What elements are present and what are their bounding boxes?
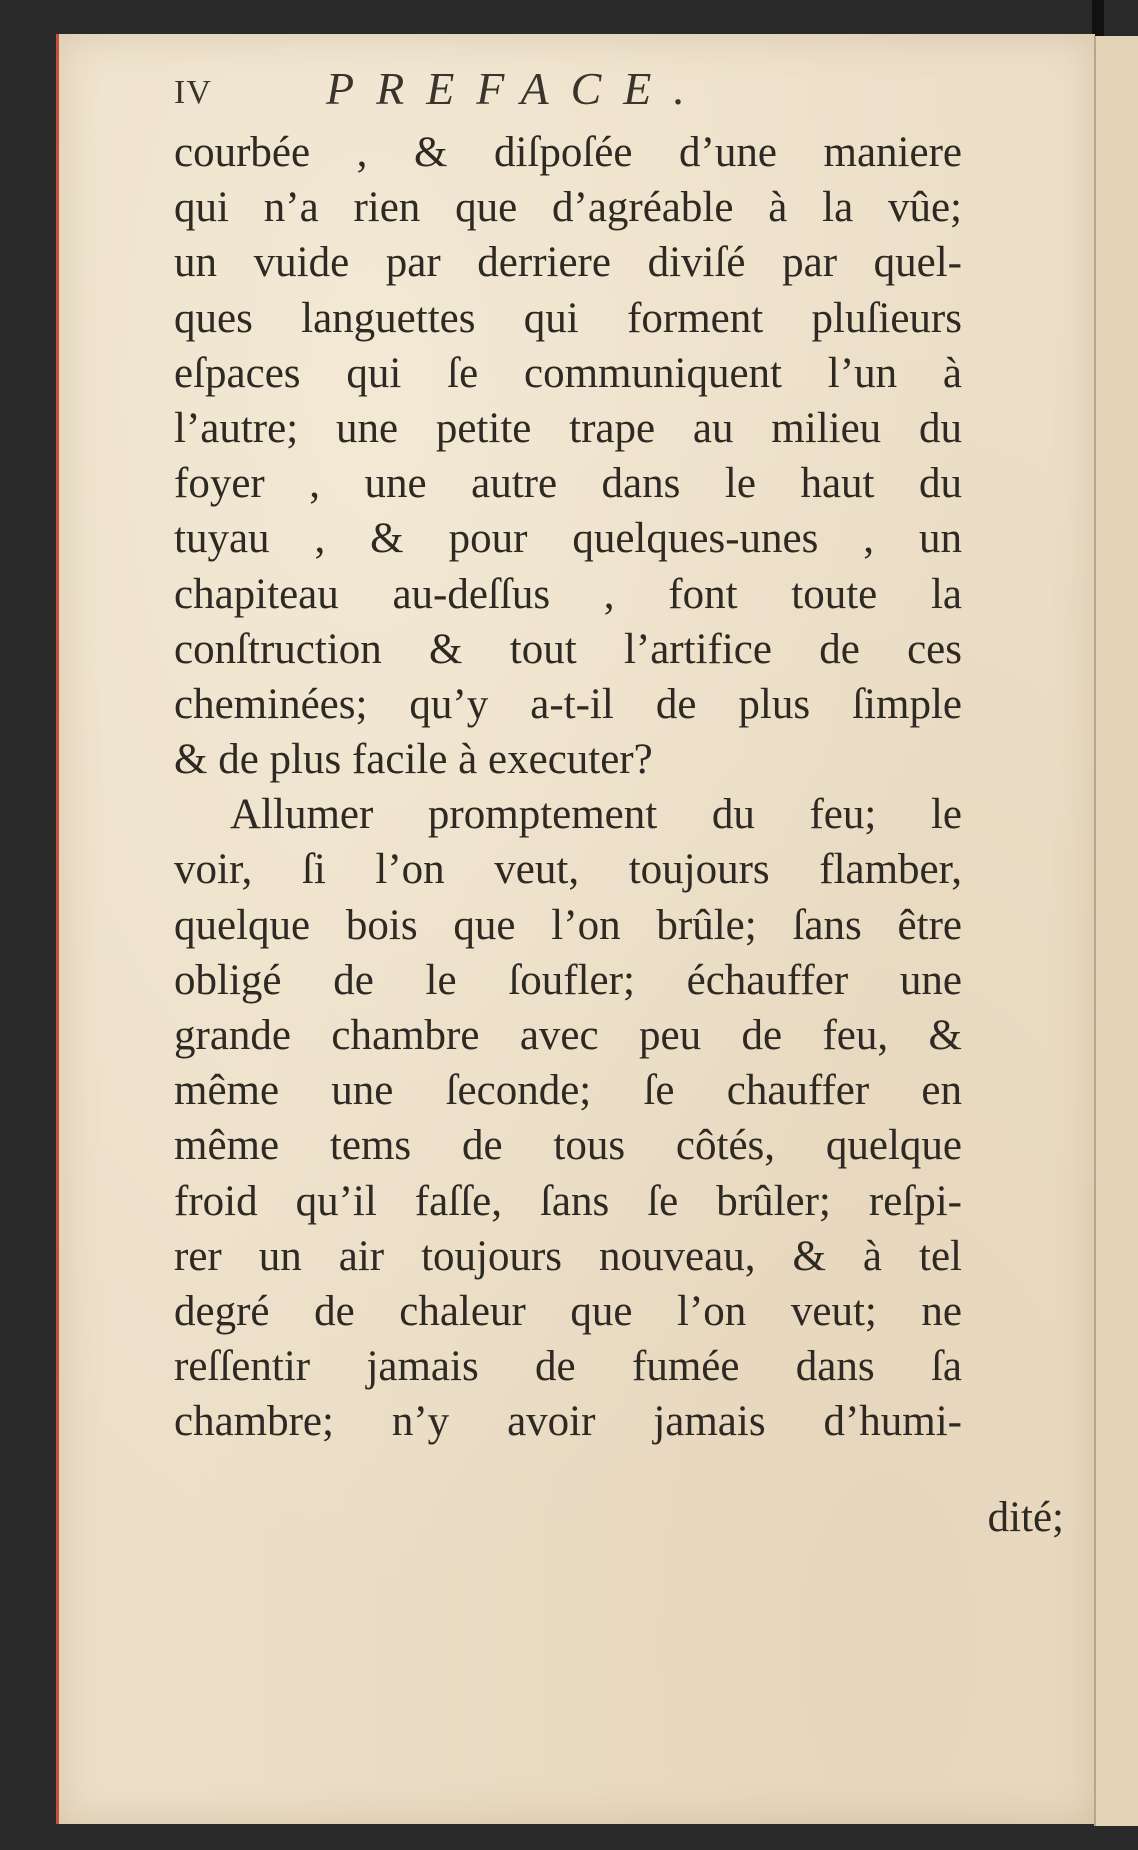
paragraph-start-line: Allumer promptement du feu; le [230,791,962,839]
text-line: rer un air toujours nouveau, & à tel [174,1232,962,1280]
text-line: l’autre; une petite trape au milieu du [174,404,962,452]
text-line: obligé de le ſoufler; échauffer une [174,956,962,1004]
body-text [174,125,962,1450]
text-line: même tems de tous côtés, quelque [174,1122,962,1170]
text-line: eſpaces qui ſe communiquent l’un à [174,349,962,397]
text-line: un vuide par derriere diviſé par quel- [174,239,962,287]
text-line: qui n’a rien que d’agréable à la vûe; [174,184,962,232]
running-header [174,62,874,122]
text-line: tuyau , & pour quelques-unes , un [174,515,962,563]
text-line: cheminées; qu’y a-t-il de plus ſimple [174,680,962,728]
text-line: froid qu’il faſſe, ſans ſe brûler; reſpi- [174,1177,962,1225]
text-line: foyer , une autre dans le haut du [174,460,962,508]
text-line: ques languettes qui forment pluſieurs [174,294,962,342]
text-line: quelque bois que l’on brûle; ſans être [174,901,962,949]
text-line: chapiteau au-deſſus , font toute la [174,570,962,618]
text-line: & de plus facile à executer? [174,736,653,784]
catchword: dité; [987,1494,1064,1541]
text-line: grande chambre avec peu de feu, & [174,1012,962,1059]
adjacent-page-edge [1094,36,1138,1826]
text-line: courbée , & diſpoſée d’une maniere [174,129,962,176]
running-title: PREFACE. [326,63,707,114]
text-line: même une ſeconde; ſe chauffer en [174,1067,962,1115]
text-line: conſtruction & tout l’artifice de ces [174,625,962,673]
text-line: reſſentir jamais de fumée dans ſa [174,1343,962,1391]
text-line: chambre; n’y avoir jamais d’humi- [174,1398,962,1446]
text-line: degré de chaleur que l’on veut; ne [174,1287,962,1335]
text-line: voir, ſi l’on veut, toujours flamber, [174,846,962,894]
page-number: IV [174,74,212,111]
